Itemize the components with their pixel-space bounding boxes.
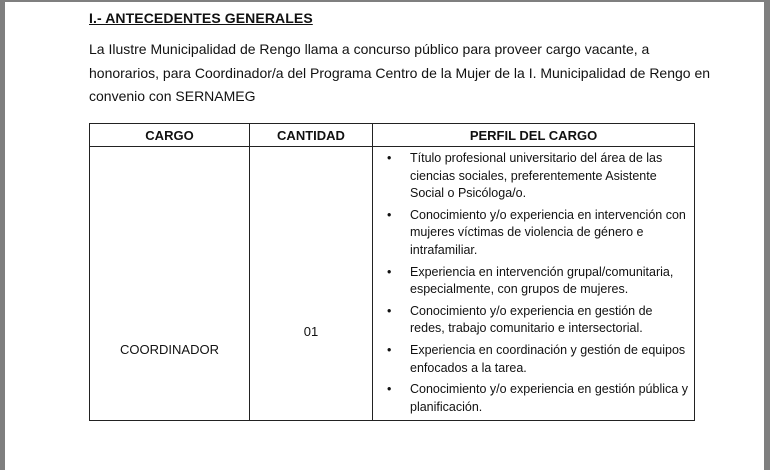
perfil-list [387, 150, 690, 416]
perfil-item [387, 264, 690, 299]
cell-cargo: COORDINADOR [90, 147, 250, 421]
perfil-item [387, 207, 690, 260]
cell-cantidad: 01 [250, 147, 373, 421]
perfil-item [387, 381, 690, 416]
perfil-item-text: Conocimiento y/o experiencia en gestión de redes, trabajo comunitario e intersectorial. [410, 303, 653, 336]
perfil-item [387, 342, 690, 377]
cell-perfil [373, 147, 695, 421]
perfil-item [387, 303, 690, 338]
table-header-row [90, 124, 695, 147]
header-cargo: CARGO [90, 124, 250, 147]
job-table [89, 123, 695, 421]
bullet: • [387, 264, 392, 279]
perfil-item-text: Conocimiento y/o experiencia en intervención con mujeres víctimas de violencia de género e intrafamiliar. [410, 207, 686, 257]
intro-paragraph: La Ilustre Municipalidad de Rengo llama a concurso público para proveer cargo vacante, a honorarios, para Coordinador/a del Programa Centro de la Mujer de la I. Municipalidad de Rengo en convenio con SERNAMEG [89, 41, 711, 104]
header-perfil: PERFIL DEL CARGO [373, 124, 695, 147]
bullet: • [387, 382, 392, 397]
perfil-item-text: Experiencia en intervención grupal/comunitaria, especialmente, con grupos de mujeres. [410, 264, 674, 297]
perfil-item-text: Conocimiento y/o experiencia en gestión pública y planificación. [410, 382, 688, 414]
bullet: • [387, 151, 392, 165]
perfil-item-text: Experiencia en coordinación y gestión de equipos enfocados a la tarea. [410, 342, 686, 375]
section-heading: I.- ANTECEDENTES GENERALES [89, 10, 313, 26]
bullet: • [387, 303, 392, 318]
bullet: • [387, 207, 392, 222]
header-cantidad: CANTIDAD [250, 124, 373, 147]
table-row [90, 147, 695, 421]
bullet: • [387, 342, 392, 357]
perfil-item [387, 150, 690, 203]
perfil-item-text: Título profesional universitario del área de las ciencias sociales, preferentemente Asistente Social o Psicóloga/o. [410, 151, 663, 201]
